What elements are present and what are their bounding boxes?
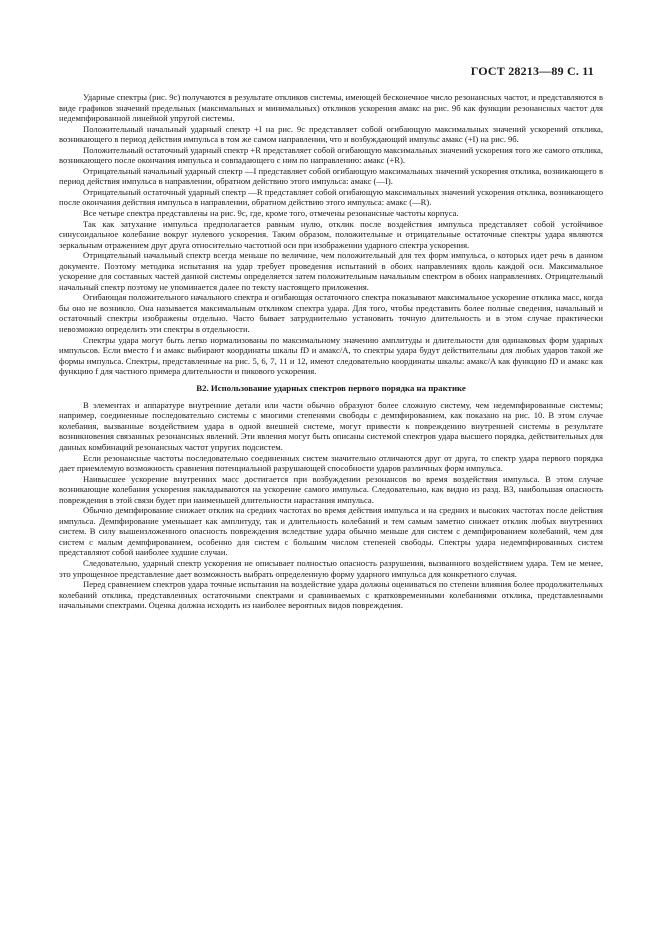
- paragraph: Если резонансные частоты последовательно соединенных систем значительно отличаются друг от друга, то спектр удара первого порядка дает приемлемую возможность сравнения потенциальной разрушающей способности ударов различных форм импульса.: [59, 452, 603, 474]
- paragraph: Отрицательный остаточный ударный спектр —R представляет собой огибающую максимальных значений ускорения отклика, возникающего после окончания действия импульса в направлении, обратном действию этого импульса: aмакс (—R).: [59, 186, 603, 208]
- paragraph: Положительный остаточный ударный спектр +R представляет собой огибающую максимальных значений ускорения того же самого отклика, возникающего после окончания импульса и совпадающего с ним по направлению: aмакс (+R).: [59, 144, 603, 166]
- paragraph: Отрицательный начальный спектр всегда меньше по величине, чем положительный для тех форм импульса, о которых идет речь в данном документе. Поэтому методика испытания на удар требует проведения испытаний в обоих направлениях вдоль каждой оси. Максимальное ускорение для составных частей данной системы определяется затем положительным начальным спектром в обоих направлениях. Отрицательный начальный спектр поэтому не упоминается далее по тексту настоящего приложения.: [59, 250, 603, 292]
- paragraph: Положительный начальный ударный спектр +I на рис. 9с представляет собой огибающую максимальных значений ускорений отклика, возникающего в период действия импульса в том же самом направлении, что и возбуждающий импульс aмакс (+I) на рис. 9б.: [59, 123, 603, 145]
- page-body: [59, 92, 603, 611]
- paragraph: Следовательно, ударный спектр ускорения не описывает полностью опасность разрушения, вызванного воздействием удара. Тем не менее, это упрощенное представление дает возможность выбрать определенную форму ударного импульса для конкретного случая.: [59, 557, 603, 579]
- paragraph: Спектры удара могут быть легко нормализованы по максимальному значению амплитуды и длительности для одинаковых форм ударных импульсов. Если вместо f и aмакс выбирают координаты шкалы fD и aмакс/A, то спектры удара будут действительны для любых ударов такой же формы импульса. Спектры, представленные на рис. 5, 6, 7, 11 и 12, имеют следовательно координаты шкалы: aмакс/A как функцию fD и aмакс как функцию f для частного примера длительности и пикового ускорения.: [59, 334, 603, 377]
- page-header: ГОСТ 28213—89 С. 11: [470, 64, 594, 78]
- paragraph: Наивысшее ускорение внутренних масс достигается при возбуждении резонансов во время воздействия импульса. В этом случае возникающие колебания ускорения накладываются на ускорение самого импульса. Следовательно, как видно из разд. В3, наибольшая опасность повреждения в этой связи будет при наименьшей длительности нарастания импульса.: [59, 473, 603, 505]
- paragraph: Ударные спектры (рис. 9с) получаются в результате откликов системы, имеющей бесконечное число резонансных частот, и представляются в виде графиков значений предельных (максимальных и минимальных) откликов ускорения aмакс на рис. 9б как функции резонансных частот для недемпфированной линейной упругой системы.: [59, 92, 603, 124]
- paragraph: Огибающая положительного начального спектра и огибающая остаточного спектра показывают максимальное ускорение отклика масс, когда бы оно не возникло. Она называется максимальным откликом спектра удара. Для того, чтобы представить более полные сведения, начальный и остаточный спектры изображены отдельно. Часто бывает затруднительно установить точную длительность и в этом случае практически невозможно определить эти спектры в отдельности.: [59, 292, 603, 335]
- section-heading: B2. Использование ударных спектров первого порядка на практике: [196, 382, 466, 393]
- paragraph: Так как затухание импульса предполагается равным нулю, отклик после воздействия импульса представляет собой устойчивое синусоидальное колебание вокруг нулевого ускорения. Таким образом, положительные и отрицательные остаточные спектры удара являются зеркальным отражением друг друга относительно частотной оси при изображении ударного спектра ускорения.: [59, 218, 603, 250]
- paragraph: Отрицательный начальный ударный спектр —I представляет собой огибающую максимальных значений ускорения отклика, возникающего в период действия импульса в направлении, обратном действию этого импульса: aмакс (—I).: [59, 165, 603, 187]
- paragraph: Все четыре спектра представлены на рис. 9с, где, кроме того, отмечены резонансные частоты корпуса.: [83, 208, 459, 219]
- paragraph: В элементах и аппаратуре внутренние детали или части обычно образуют более сложную систему, чем недемпфированные системы; например, соединенные последовательно системы с многими степенями свободы с демпфированием, как показано на рис. 10. В этом случае колебания, вызванные воздействием удара в одной внешней системе, могут привести к повреждению внутренней системы в результате возникновения связанных резонансных явлений. Эти явления могут быть описаны системой спектров удара высшего порядка, действительных для данных комбинаций резонансных частот упругих подсистем.: [59, 399, 603, 452]
- paragraph: Обычно демпфирование снижает отклик на средних частотах во время действия импульса и на средних и высоких частотах после действия импульса. Демпфирование уменьшает как амплитуду, так и длительность колебаний и тем самым заметно снижает отклик любых внутренних систем. В силу вышеизложенного опасность повреждения вследствие удара обычно меньше для систем с демпфированием колебаний, чем для систем с малым демпфированием, особенно для систем с большим числом степеней свободы. Спектры удара недемпфированных систем представляют собой наиболее худшие случаи.: [59, 505, 603, 558]
- paragraph: Перед сравнением спектров удара точные испытания на воздействие удара должны оцениваться по степени влияния более продолжительных колебаний отклика, представленных остаточными спектрами и сравниваемых с кратковременными колебаниями отклика, представленными начальными спектрами. Оценка должна исходить из наиболее вероятных видов повреждения.: [59, 579, 603, 611]
